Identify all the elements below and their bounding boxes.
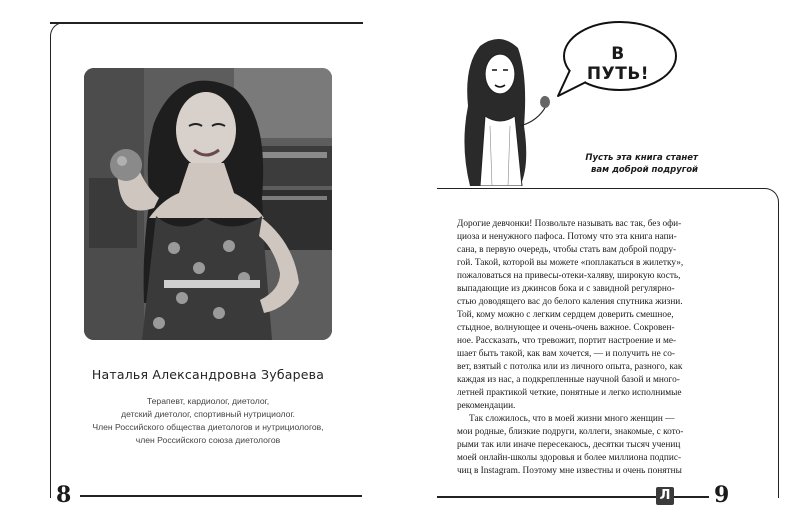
bio-line: член Российского союза диетологов: [135, 435, 281, 445]
text-line: стью доводящего вас до белого каления спутника жизни.: [457, 297, 683, 307]
text-line: пожаловаться на привесы-отеки-халяву, широкую кость,: [457, 271, 681, 281]
text-line: мои родные, близкие подруги, коллеги, знакомые, с кото-: [457, 427, 684, 437]
left-page-bottom-border: [80, 495, 362, 497]
text-line: сана, в первую очередь, чтобы стать вам доброй подру-: [457, 245, 677, 255]
publisher-logo: Л: [656, 487, 674, 505]
bio-line: Терапевт, кардиолог, диетолог,: [146, 396, 270, 406]
text-line: ное. Рассказать, что тревожит, портит настроение и ме-: [457, 336, 677, 346]
text-line: шает быть такой, как вам хочется, — и получить не со-: [457, 349, 675, 359]
text-line: рекомендации.: [457, 401, 516, 411]
author-bio: [60, 395, 356, 447]
text-line: Так сложилось, что в моей жизни много женщин —: [469, 414, 675, 424]
body-text: [457, 218, 715, 478]
speech-bubble-text: В ПУТЬ!: [586, 44, 650, 84]
caption-line: Пусть эта книга станет: [585, 153, 698, 163]
text-line: летней практикой четкие, понятные и легко исполнимые: [457, 388, 682, 398]
page-number-right: 9: [714, 482, 730, 508]
text-line: Дорогие девчонки! Позвольте называть вас так, без офи-: [457, 219, 682, 229]
text-line: стыдное, волнующее и очень-очень важное. Сокровен-: [457, 323, 675, 333]
text-line: моей онлайн-школы здоровья и более миллиона подпис-: [457, 453, 682, 463]
text-line: рыми так или иначе пересекаюсь, десятки тысяч учениц: [457, 440, 681, 450]
author-name: Наталья Александровна Зубарева: [91, 367, 325, 382]
text-line: чиц в Instagram. Поэтому мне известны и очень понятны: [457, 466, 682, 476]
text-line: каждая из нас, а подкрепленные научной базой и много-: [457, 375, 680, 385]
text-line: вет, взятый с потолка или из личного опыта, разного, как: [457, 362, 683, 372]
girl-illustration: [450, 36, 550, 186]
bio-line: Член Российского общества диетологов и нутрициологов,: [92, 422, 324, 432]
text-line: выпадающие из джинсов бока и с завидной регулярно-: [457, 284, 675, 294]
author-photo: [84, 68, 332, 340]
page-number-left: 8: [56, 482, 72, 508]
text-line: циоза и ненужного пафоса. Потому что эта книга напи-: [457, 232, 677, 242]
text-line: Той, кому можно с легким сердцем доверить смешное,: [457, 310, 674, 320]
bio-line: детский диетолог, спортивный нутрициолог.: [121, 409, 295, 419]
text-line: гой. Такой, которой вы можете «поплакаться в жилетку»,: [457, 258, 684, 268]
illustration-caption: [566, 152, 698, 176]
caption-line: вам доброй подругой: [591, 165, 698, 175]
